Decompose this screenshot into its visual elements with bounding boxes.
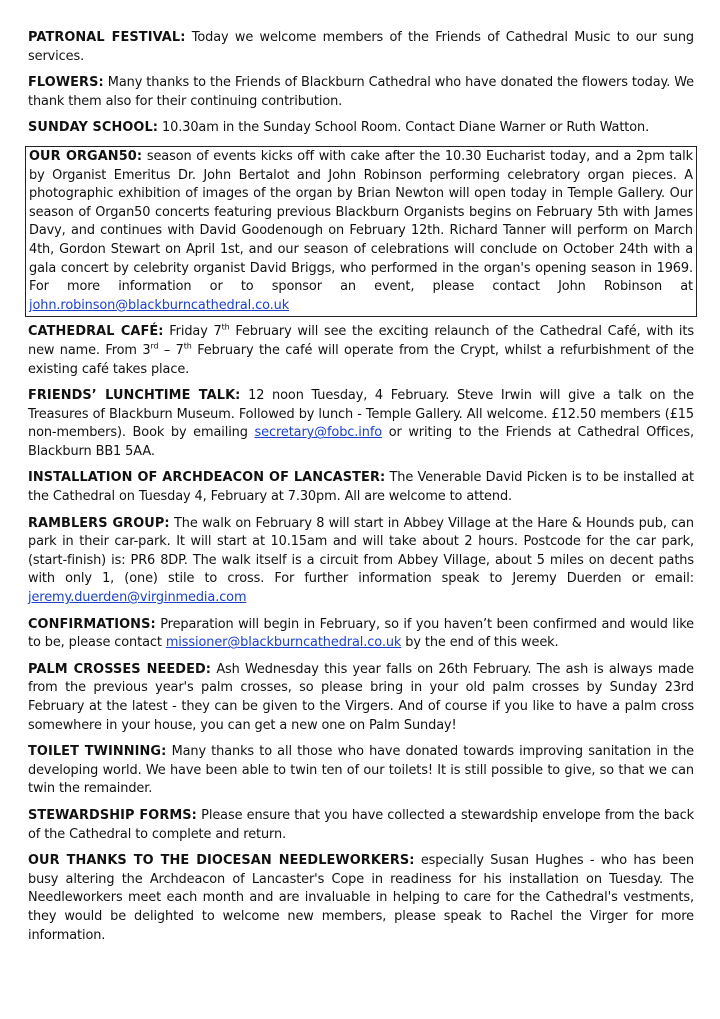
- email-link-jeremy-duerden[interactable]: jeremy.duerden@virginmedia.com: [28, 590, 247, 606]
- notice-heading: INSTALLATION OF ARCHDEACON OF LANCASTER:: [28, 470, 386, 486]
- notice-sunday-school: [28, 119, 694, 138]
- email-link-fobc-secretary[interactable]: secretary@fobc.info: [254, 425, 383, 441]
- notice-heading: OUR THANKS TO THE DIOCESAN NEEDLEWORKERS:: [28, 853, 415, 869]
- notice-text: season of events kicks off with cake after the 10.30 Eucharist today, and a 2pm talk by Organist Emeritus Dr. John Bertalot and John Robinson performing celebratory organ pieces. A photographic exhibition of images of the organ by Brian Newton will open today in Temple Gallery. Our season of Organ50 concerts featuring previous Blackburn Organists begins on February 5th with James Davy, and continues with David Goodenough on February 12th. Richard Tanner will perform on March 4th, Gordon Stewart on April 1st, and our season of celebrations will conclude on October 24th with a gala concert by celebrity organist David Briggs, who performed in the organ's opening season in 1969. For more information or to sponsor an event, please contact John Robinson at: [29, 148, 693, 295]
- notice-heading: PALM CROSSES NEEDED:: [28, 661, 212, 677]
- notice-text: 12 noon Tuesday, 4 February. Steve Irwin will give a talk on the Treasures of Blackburn Museum. Followed by lunch - Temple Gallery. All welcome. £12.50 members (£15 non-members). Book by emailing: [28, 388, 694, 441]
- notices-page: [28, 29, 694, 953]
- ordinal-suffix: th: [221, 323, 230, 333]
- notice-ramblers-group: [28, 515, 694, 608]
- notice-confirmations: [28, 616, 694, 653]
- notice-text: – 7: [158, 342, 184, 358]
- notice-heading: PATRONAL FESTIVAL:: [28, 30, 186, 45]
- notice-heading: CONFIRMATIONS:: [28, 616, 156, 632]
- notice-text: or writing to the Friends at Cathedral Offices, Blackburn BB1 5AA.: [28, 425, 695, 459]
- notice-heading: RAMBLERS GROUP:: [28, 515, 170, 531]
- email-link-missioner[interactable]: missioner@blackburncathedral.co.uk: [165, 635, 402, 651]
- notice-text: by the end of this week.: [405, 635, 559, 651]
- notice-text: 10.30am in the Sunday School Room. Contact Diane Warner or Ruth Watton.: [162, 120, 650, 136]
- notice-text: February the café will operate from the Crypt, whilst a refurbishment of the existing café takes place.: [28, 342, 694, 377]
- notice-text: The walk on February 8 will start in Abbey Village at the Hare & Hounds pub, can park in their car-park. It will start at 10.15am and will take about 2 hours. Postcode for the car park, (start-finish) is: PR6 8DP. The walk itself is a circuit from Abbey Village, about 5 miles on decent paths with only 1, (one) stile to cross. For further information speak to Jeremy Duerden or email:: [28, 515, 694, 587]
- notice-toilet-twinning: [28, 743, 694, 799]
- notice-friends-lunchtime-talk: [28, 387, 694, 461]
- notice-needleworkers: [28, 852, 694, 945]
- notice-text: Many thanks to all those who have donated towards improving sanitation in the developing world. We have been able to twin ten of our toilets! It is still possible to give, so that we can twin the remainder.: [28, 744, 695, 797]
- notice-stewardship-forms: [28, 807, 694, 844]
- ordinal-suffix: rd: [150, 341, 159, 351]
- email-link-john-robinson[interactable]: john.robinson@blackburncathedral.co.uk: [29, 297, 290, 313]
- notice-text: Preparation will begin in February, so if you haven’t been confirmed and would like to be, please contact: [28, 616, 694, 651]
- ordinal-suffix: th: [183, 341, 192, 351]
- notice-text: Many thanks to the Friends of Blackburn Cathedral who have donated the flowers today. We thank them also for their continuing contribution.: [28, 75, 695, 109]
- notice-text: Please ensure that you have collected a stewardship envelope from the back of the Cathedral to complete and return.: [28, 807, 695, 842]
- notice-heading: STEWARDSHIP FORMS:: [28, 807, 197, 823]
- notice-heading: FLOWERS:: [28, 75, 104, 91]
- notice-heading: SUNDAY SCHOOL:: [28, 120, 159, 136]
- notice-heading: FRIENDS’ LUNCHTIME TALK:: [28, 388, 241, 404]
- notice-heading: TOILET TWINNING:: [28, 744, 167, 760]
- notice-text: The Venerable David Picken is to be installed at the Cathedral on Tuesday 4, February at 7.30pm. All are welcome to attend.: [28, 470, 695, 505]
- notice-flowers: [28, 74, 694, 111]
- notice-text: Ash Wednesday this year falls on 26th February. The ash is always made from the previous year's palm crosses, so please bring in your old palm crosses by Sunday 23rd February at the latest - they can be given to the Virgers. And of course if you like to have a palm cross somewhere in your house, you can get a new one on Palm Sunday!: [28, 661, 694, 733]
- notice-heading: CATHEDRAL CAFÉ:: [28, 324, 164, 340]
- notice-text: Friday 7: [169, 324, 222, 340]
- notice-archdeacon-installation: [28, 469, 694, 506]
- notice-organ50-box: [25, 146, 697, 317]
- notice-heading: OUR ORGAN50:: [29, 148, 143, 164]
- notice-text: Today we welcome members of the Friends of Cathedral Music to our sung services.: [28, 30, 694, 64]
- notice-text: February will see the exciting relaunch of the Cathedral Café, with its new name. From 3: [28, 324, 694, 358]
- notice-text: especially Susan Hughes - who has been busy altering the Archdeacon of Lancaster's Cope in readiness for his installation on Tuesday. The Needleworkers meet each month and are invaluable in helping to care for the Cathedral's vestments, they would be delighted to welcome new members, please speak to Rachel the Virger for more information.: [28, 853, 694, 943]
- notice-patronal-festival: [28, 29, 694, 66]
- notice-palm-crosses: [28, 661, 694, 735]
- notice-cathedral-cafe: [28, 323, 694, 379]
